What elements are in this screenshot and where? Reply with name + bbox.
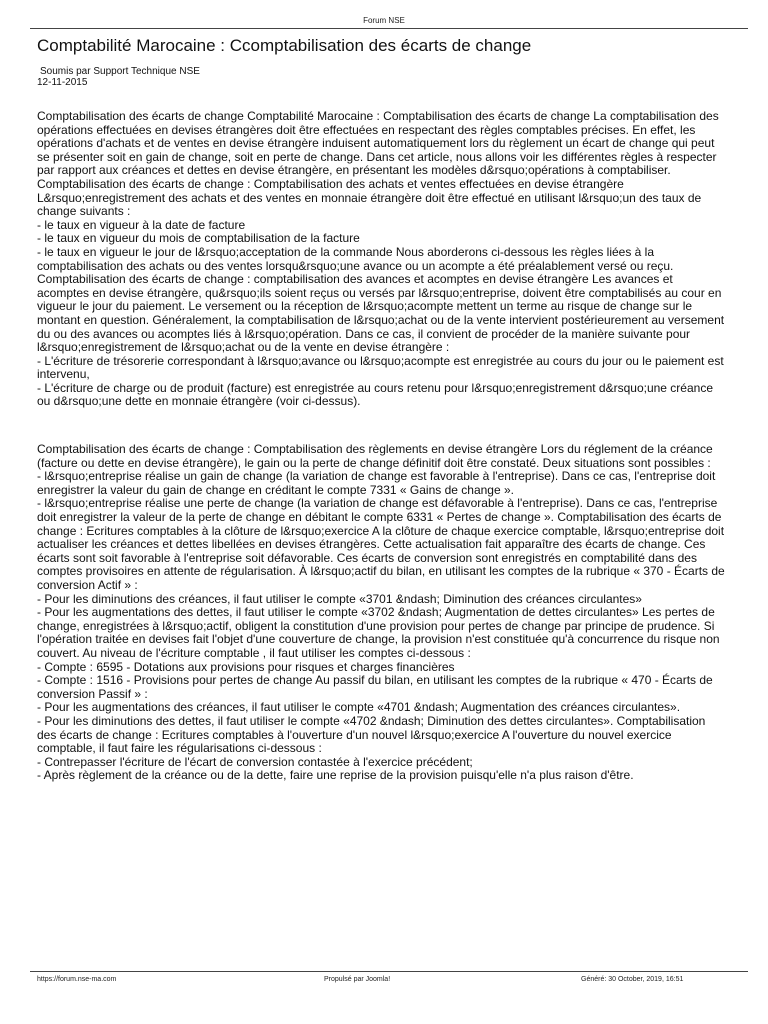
article-meta [37,66,200,88]
footer-generated-date: Généré: 30 October, 2019, 16:51 [581,976,684,983]
site-label: Forum NSE [363,16,405,25]
footer-powered-by: Propulsé par Joomla! [324,976,391,983]
article-author: Soumis par Support Technique NSE [40,66,200,77]
article-date: 12-11-2015 [37,77,88,88]
article-title: Comptabilité Marocaine : Ccomptabilisation des écarts de change [37,36,532,55]
article-body [37,110,727,783]
article-paragraph-2: Comptabilisation des écarts de change : Comptabilisation des règlements en devise étrangère Lors du réglement de la créance (facture ou dette en devise étrangère), le gain ou la perte de change définitif doit être constaté. Deux situations sont possibles : - l&rsquo;entreprise réalise un gain de change (la variation de change est favorable à l'entreprise). Dans ce cas, l'entreprise doit enregistrer la valeur du gain de change en créditant le compte 7331 « Gains de change ». - l&rsquo;entreprise réalise une perte de change (la variation de change est défavorable à l'entreprise). Dans ce cas, l'entreprise doit enregistrer la valeur de la perte de change en débitant le compte 6331 « Pertes de change ». Comptabilisation des écarts de change : Ecritures comptables à la clôture de l&rsquo;exercice A la clôture de chaque exercice comptable, l&rsquo;entreprise doit actualiser les créances et dettes libellées en devises étrangères. Cette actualisation fait apparaître des écarts de change. Ces écarts sont soit favorable à l'entreprise soit défavorable. Ces écarts de conversion sont enregistrés en comptabilité dans des comptes provisoires en attente de régularisation. À l&rsquo;actif du bilan, en utilisant les comptes de la rubrique « 370 - Écarts de conversion Actif » : - Pour les diminutions des créances, il faut utiliser le compte «3701 &ndash; Diminution des créances circulantes» - Pour les augmentations des dettes, il faut utiliser le compte «3702 &ndash; Augmentation de dettes circulantes» Les pertes de change, enregistrées à l&rsquo;actif, obligent la constitution d'une provision pour pertes de change par principe de prudence. Si l'opération traitée en devises fait l'objet d'une couverture de change, la provision n'est constituée qu'à concurrence du risque non couvert. Au niveau de l'écriture comptable , il faut utiliser les comptes ci-dessous : - Compte : 6595 - Dotations aux provisions pour risques et charges financières - Compte : 1516 - Provisions pour pertes de change Au passif du bilan, en utilisant les comptes de la rubrique « 470 - Écarts de conversion Passif » : - Pour les augmentations des créances, il faut utiliser le compte «4701 &ndash; Augmentation des créances circulantes». - Pour les diminutions des dettes, il faut utiliser le compte «4702 &ndash; Diminution des dettes circulantes». Comptabilisation des écarts de change : Ecritures comptables à l'ouverture d'un nouvel l&rsquo;exercice A l'ouverture du nouvel exercice comptable, il faut faire les régularisations ci-dessous : - Contrepasser l'écriture de l'écart de conversion contastée à l'exercice précédent; - Après règlement de la créance ou de la dette, faire une reprise de la provision puisqu'elle n'a plus raison d'être. [37,442,725,783]
header-divider [30,28,748,29]
article-paragraph-1: Comptabilisation des écarts de change Comptabilité Marocaine : Comptabilisation des écarts de change La comptabilisation des opérations effectuées en devises étrangères doit être effectuées en respectant des règles comptables précises. En effet, les opérations d'achats et de ventes en devise étrangère induisent automatiquement lors du règlement un écart de change qui peut se présenter soit en gain de change, soit en perte de change. Dans cet article, nous allons voir les différentes règles à respecter par rapport aux créances et dettes en devise étrangère, en présentant les modèles d&rsquo;opérations à comptabiliser. Comptabilisation des écarts de change : Comptabilisation des achats et ventes effectuées en devise étrangère L&rsquo;enregistrement des achats et des ventes en monnaie étrangère doit être effectué en utilisant l&rsquo;un des taux de change suivants : - le taux en vigueur à la date de facture - le taux en vigueur du mois de comptabilisation de la facture - le taux en vigueur le jour de l&rsquo;acceptation de la commande Nous aborderons ci-dessous les règles liées à la comptabilisation des achats ou des ventes lorsqu&rsquo;une avance ou un acompte a été préalablement versé ou reçu. Comptabilisation des écarts de change : comptabilisation des avances et acomptes en devise étrangère Les avances et acomptes en devise étrangère, qu&rsquo;ils soient reçus ou versés par l&rsquo;entreprise, doivent être comptabilisés au cour en vigueur le jour du paiement. Le versement ou la réception de l&rsquo;acompte mettent un terme au risque de change sur le montant en question. Généralement, la comptabilisation de l&rsquo;achat ou de la vente intervient postérieurement au versement du ou des avances ou acomptes liés à l&rsquo;opération. Dans ce cas, il convient de procéder de la manière suivante pour l&rsquo;enregistrement de l&rsquo;achat ou de la vente en devise étrangère : - L'écriture de trésorerie correspondant à l&rsquo;avance ou l&rsquo;acompte est enregistrée au cours du jour ou le paiement est intervenu, - L'écriture de charge ou de produit (facture) est enregistrée au cours retenu pour l&rsquo;enregistrement d&rsquo;une créance ou d&rsquo;une dette en monnaie étrangère (voir ci-dessus). [37,109,725,409]
footer-url-link[interactable]: https://forum.nse-ma.com [37,976,117,983]
footer-divider [30,971,748,972]
